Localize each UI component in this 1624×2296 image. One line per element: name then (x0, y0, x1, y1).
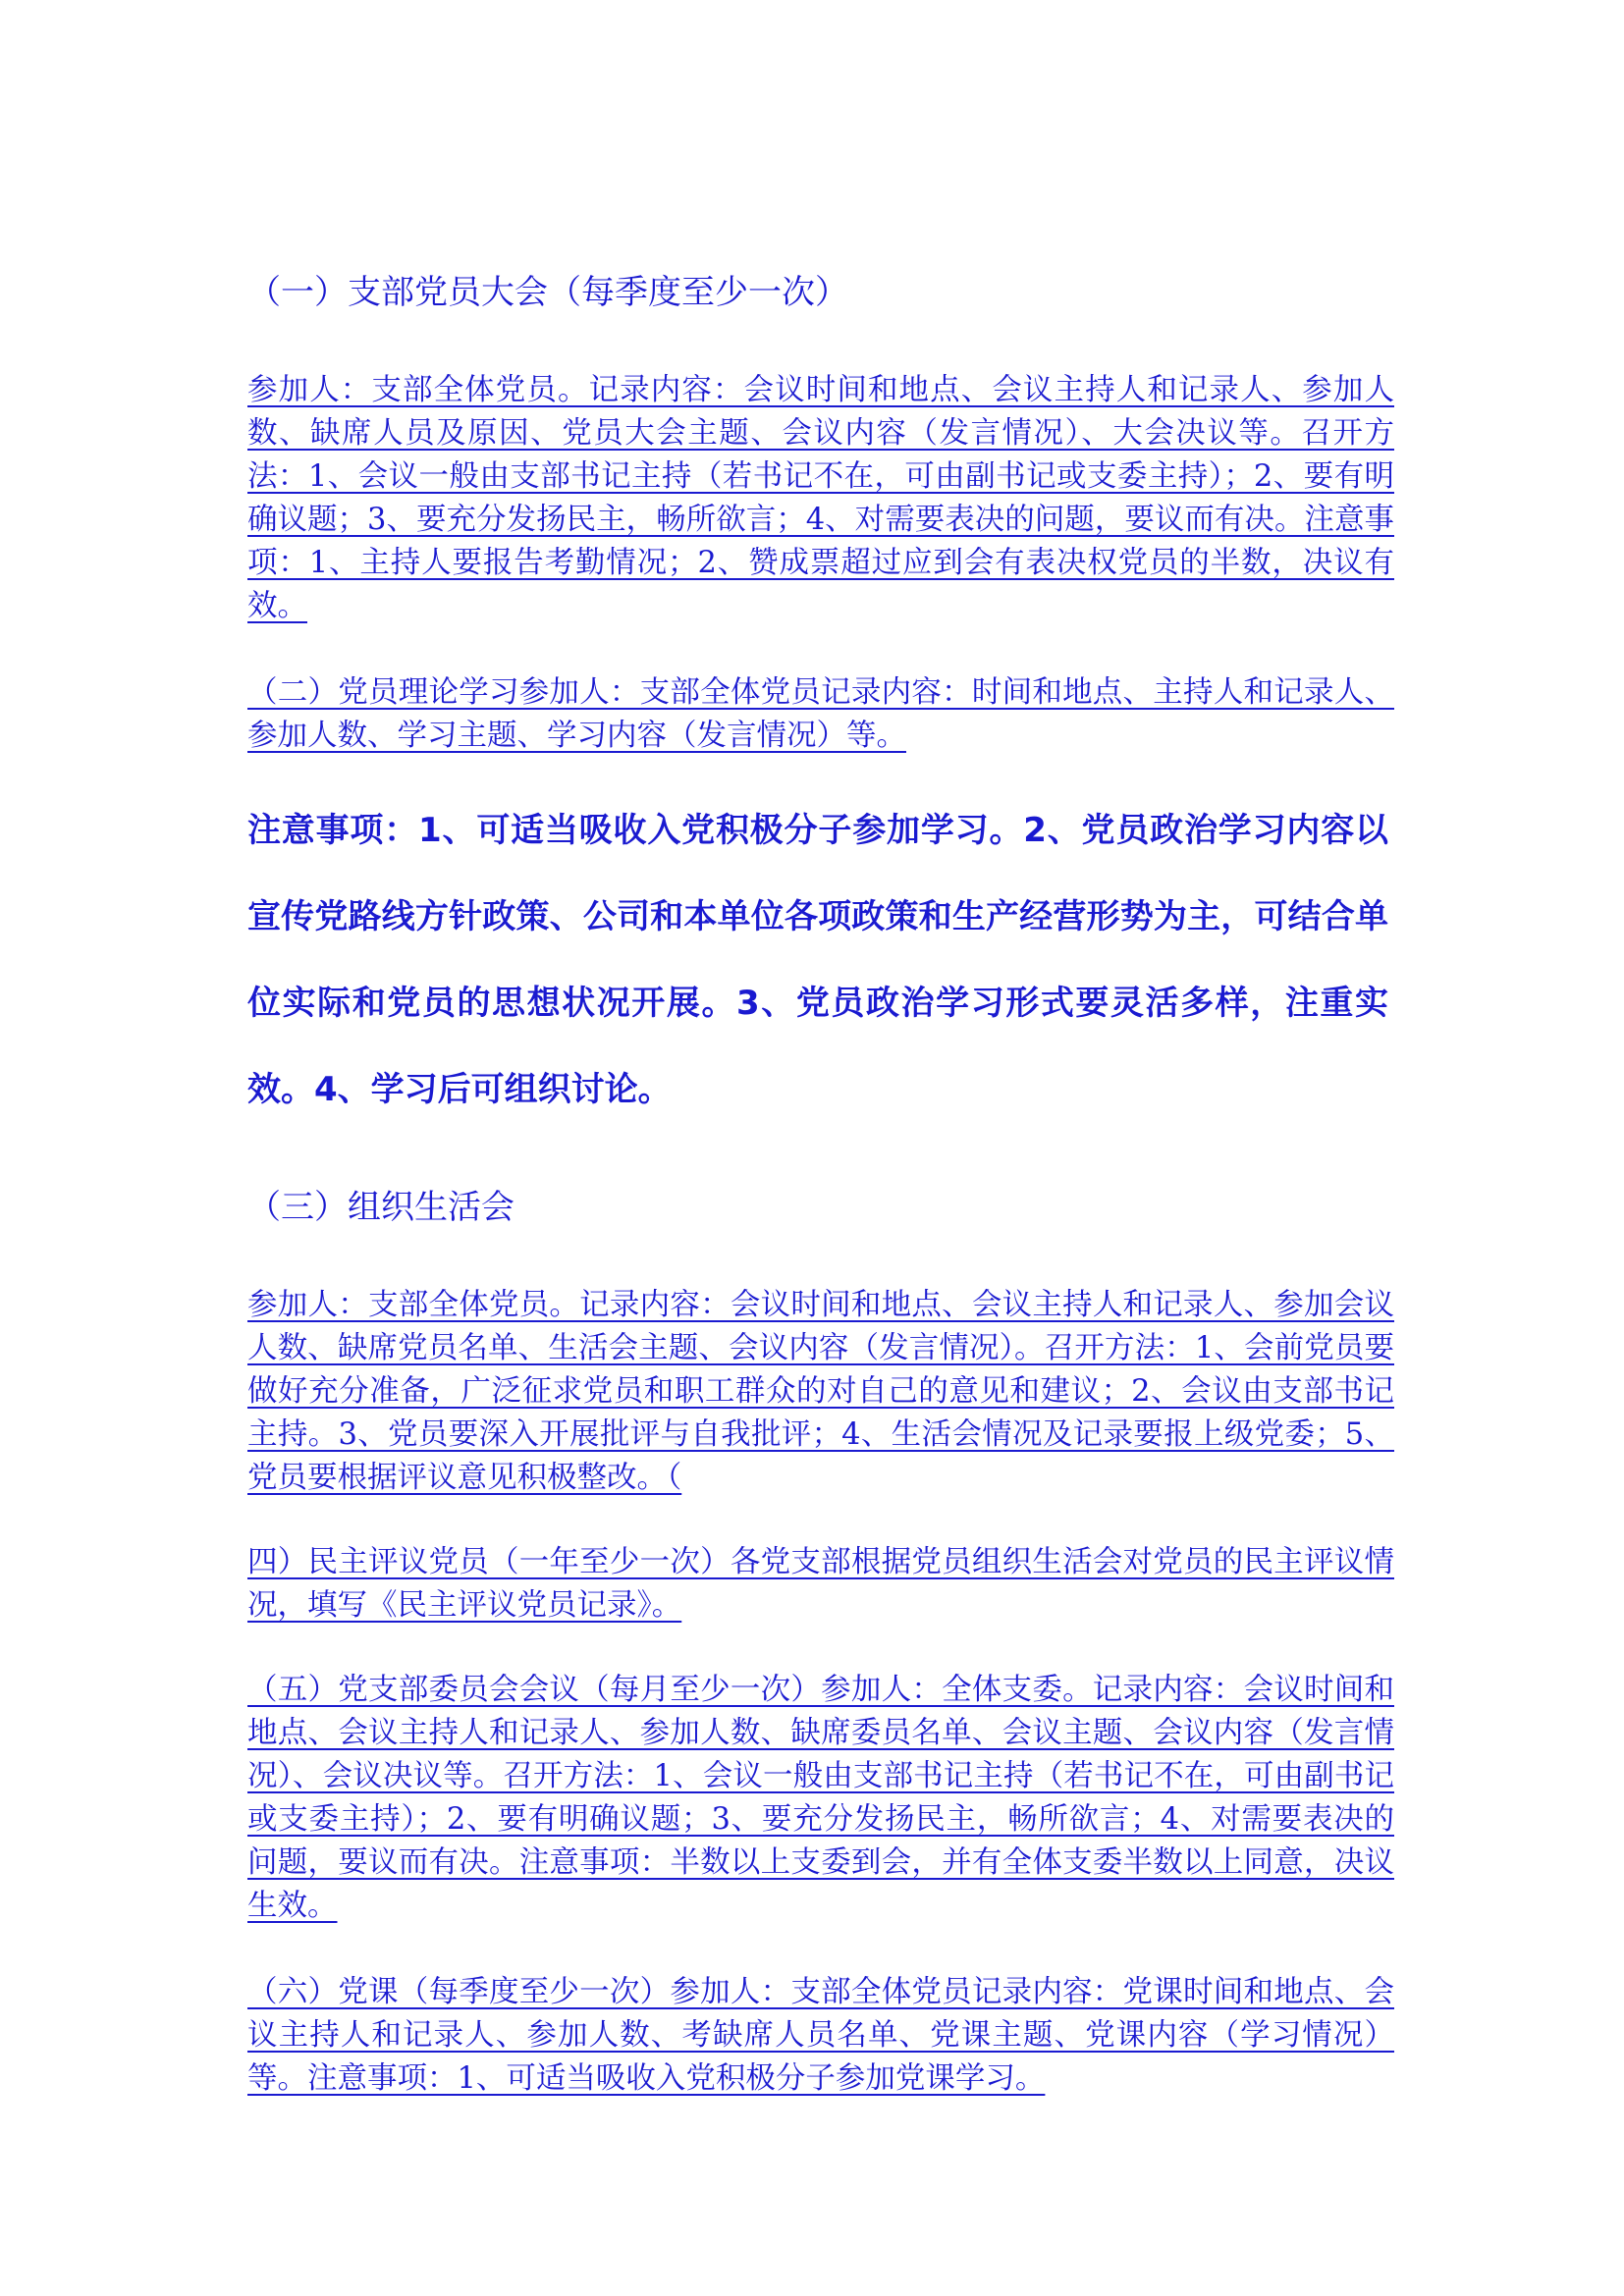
section-2-body-text[interactable]: （二）党员理论学习参加人：支部全体党员记录内容：时间和地点、主持人和记录人、参加人数、学习主题、学习内容（发言情况）等。 (247, 675, 1394, 753)
section-3-body-link[interactable] (247, 1284, 1394, 1500)
section-1-body-link[interactable] (247, 369, 1394, 628)
section-3-body-text[interactable]: 参加人：支部全体党员。记录内容：会议时间和地点、会议主持人和记录人、参加会议人数、缺席党员名单、生活会主题、会议内容（发言情况）。召开方法：1、会前党员要做好充分准备，广泛征求党员和职工群众的对自己的意见和建议；2、会议由支部书记主持。3、党员要深入开展批评与自我批评；4、生活会情况及记录要报上级党委；5、党员要根据评议意见积极整改。（ (247, 1288, 1394, 1495)
section-2-body-link[interactable] (247, 671, 1394, 758)
section-1-heading: （一）支部党员大会（每季度至少一次） (247, 273, 848, 312)
section-2-notes: 注意事项：1、可适当吸收入党积极分子参加学习。2、党员政治学习内容以宣传党路线方针政策、公司和本单位各项政策和生产经营形势为主，可结合单位实际和党员的思想状况开展。3、党员政治学习形式要灵活多样，注重实效。4、学习后可组织讨论。 (247, 811, 1388, 1109)
section-6-body-text[interactable]: （六）党课（每季度至少一次）参加人：支部全体党员记录内容：党课时间和地点、会议主持人和记录人、参加人数、考缺席人员名单、党课主题、党课内容（学习情况）等。注意事项：1、可适当吸收入党积极分子参加党课学习。 (247, 1975, 1394, 2096)
section-1-body-text[interactable]: 参加人：支部全体党员。记录内容：会议时间和地点、会议主持人和记录人、参加人数、缺席人员及原因、党员大会主题、会议内容（发言情况）、大会决议等。召开方法：1、会议一般由支部书记主持（若书记不在，可由副书记或支委主持）；2、要有明确议题；3、要充分发扬民主，畅所欲言；4、对需要表决的问题，要议而有决。注意事项：1、主持人要报告考勤情况；2、赞成票超过应到会有表决权党员的半数，决议有效。 (247, 373, 1394, 623)
section-5-body-text[interactable]: （五）党支部委员会会议（每月至少一次）参加人：全体支委。记录内容：会议时间和地点、会议主持人和记录人、参加人数、缺席委员名单、会议主题、会议内容（发言情况）、会议决议等。召开方法：1、会议一般由支部书记主持（若书记不在，可由副书记或支委主持）；2、要有明确议题；3、要充分发扬民主，畅所欲言；4、对需要表决的问题，要议而有决。注意事项：半数以上支委到会，并有全体支委半数以上同意，决议生效。 (247, 1673, 1394, 1923)
section-4-body-text[interactable]: 四）民主评议党员（一年至少一次）各党支部根据党员组织生活会对党员的民主评议情况，填写《民主评议党员记录》。 (247, 1545, 1394, 1623)
section-6-body-link[interactable] (247, 1971, 1394, 2101)
section-5-body-link[interactable] (247, 1669, 1394, 1928)
section-4-body-link[interactable] (247, 1541, 1394, 1628)
section-3-heading: （三）组织生活会 (247, 1188, 514, 1227)
